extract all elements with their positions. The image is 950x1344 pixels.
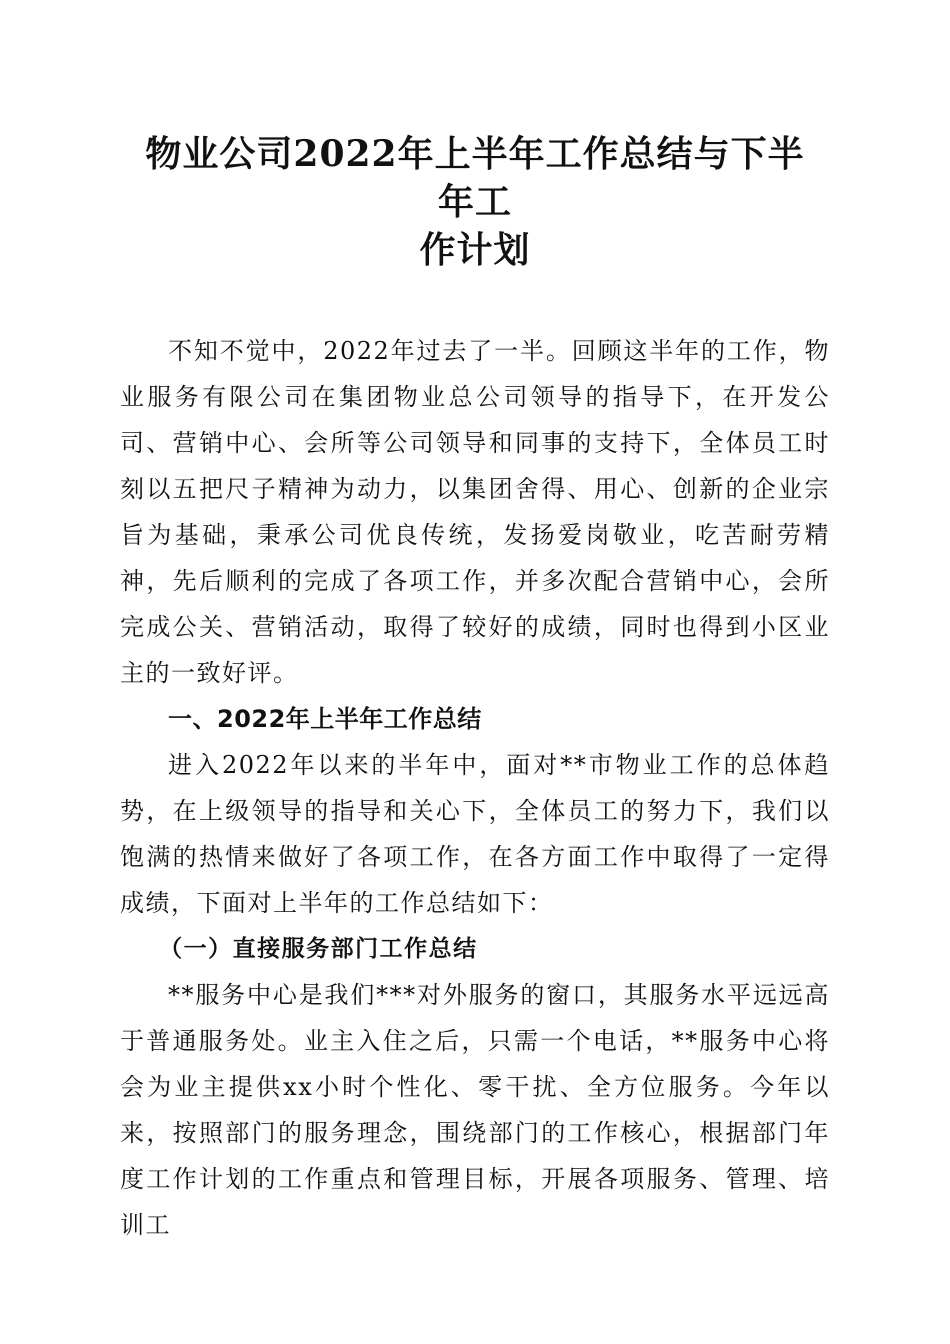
section-1-paragraph: 进入2022年以来的半年中，面对**市物业工作的总体趋势，在上级领导的指导和关心下，全体员工的努力下，我们以饱满的热情来做好了各项工作，在各方面工作中取得了一定得成绩，下面对上半年的工作总结如下： xyxy=(120,751,830,917)
document-title xyxy=(120,130,830,274)
subsection-heading-1: （一）直接服务部门工作总结 xyxy=(159,935,478,962)
subsection-1-paragraph: **服务中心是我们***对外服务的窗口，其服务水平远远高于普通服务处。业主入住之后，只需一个电话，**服务中心将会为业主提供xx小时个性化、零干扰、全方位服务。今年以来，按照部门的服务理念，围绕部门的工作核心，根据部门年度工作计划的工作重点和管理目标，开展各项服务、管理、培训工 xyxy=(120,981,830,1239)
document-title-line-2: 作计划 xyxy=(419,229,531,271)
intro-paragraph: 不知不觉中，2022年过去了一半。回顾这半年的工作，物业服务有限公司在集团物业总公司领导的指导下，在开发公司、营销中心、会所等公司领导和同事的支持下，全体员工时刻以五把尺子精神为动力，以集团舍得、用心、创新的企业宗旨为基础，秉承公司优良传统，发扬爱岗敬业，吃苦耐劳精神，先后顺利的完成了各项工作，并多次配合营销中心，会所完成公关、营销活动，取得了较好的成绩，同时也得到小区业主的一致好评。 xyxy=(120,337,830,687)
document-title-line-1: 物业公司2022年上半年工作总结与下半年工 xyxy=(145,133,805,223)
section-heading-1: 一、2022年上半年工作总结 xyxy=(168,705,482,733)
document-body xyxy=(120,328,830,1248)
